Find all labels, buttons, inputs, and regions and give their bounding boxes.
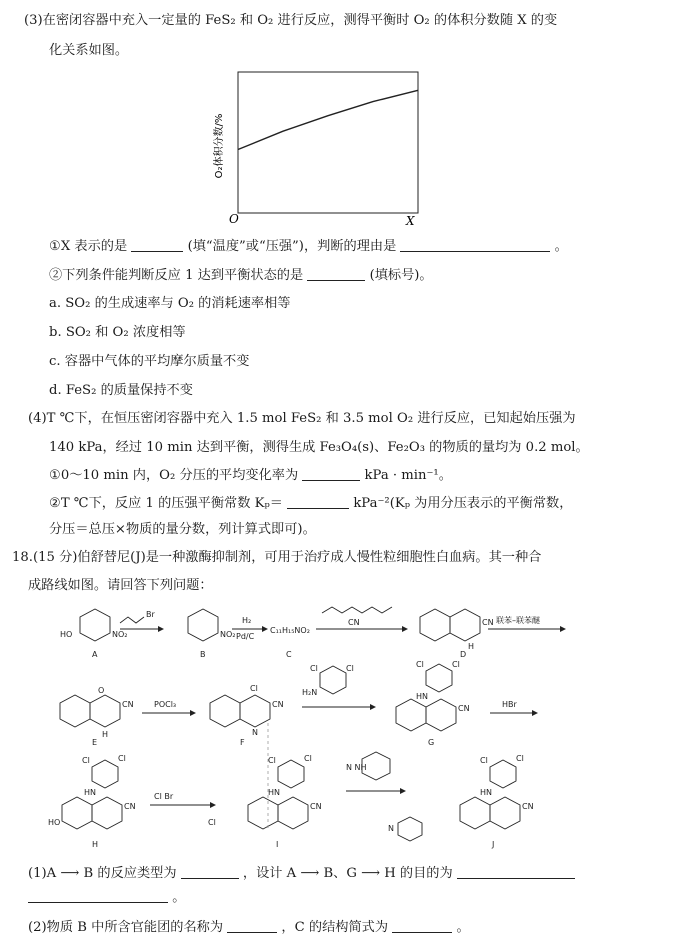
chart-xlabel: X (406, 214, 415, 228)
label-e: E (92, 738, 98, 747)
q18-sub1-cont (28, 888, 185, 907)
atom-ho-a: HO (60, 630, 73, 639)
atom-cn-i: CN (310, 802, 322, 811)
atom-cl-h2: Cl (118, 754, 126, 763)
ring-d2 (450, 609, 480, 641)
atom-no2-a: NO₂ (112, 630, 128, 639)
ring-g3 (426, 664, 452, 692)
q3-option-b: b. SO₂ 和 O₂ 浓度相等 (49, 325, 186, 340)
o2-fraction-chart (210, 66, 435, 231)
atom-ho-h: HO (48, 818, 61, 827)
q3-sub1-text-b: (填“温度”或“压强”)，判断的理由是 (187, 239, 397, 254)
chart-series-line (238, 90, 418, 149)
ring-f2 (240, 695, 270, 727)
ring-i2 (278, 797, 308, 829)
q3-line2: 化关系如图。 (49, 43, 129, 58)
q18-sub2-text-b: ，C 的结构简式为 (281, 920, 389, 935)
arrowhead-ef (190, 710, 196, 716)
q18-line2: 成路线如图。请回答下列问题： (28, 578, 213, 593)
atom-n-f: N (252, 728, 258, 737)
reagent-hi: Cl Br (154, 792, 174, 801)
reagent-bc-bottom: Pd/C (236, 632, 255, 641)
ring-j3 (490, 760, 516, 788)
q18-sub1-text-a: (1)A ⟶ B 的反应类型为 (28, 866, 177, 881)
arrowhead-gh (532, 710, 538, 716)
answer-blank[interactable] (28, 888, 168, 903)
ring-g2 (426, 699, 456, 731)
q3-sub2-text-b: (填标号)。 (369, 268, 433, 283)
atom-cl-fg2: Cl (346, 664, 354, 673)
ring-b (188, 609, 218, 641)
arrowhead-cd (402, 626, 408, 632)
label-g: G (428, 738, 435, 747)
atom-cn-d: CN (482, 618, 494, 627)
answer-blank[interactable] (400, 237, 550, 252)
ring-h1 (62, 797, 92, 829)
q4-sub1 (49, 466, 452, 485)
q18-sub1-text-b: ，设计 A ⟶ B、G ⟶ H 的目的为 (242, 866, 453, 881)
label-f: F (240, 738, 245, 747)
answer-blank[interactable] (227, 918, 277, 933)
atom-cl-j2: Cl (516, 754, 524, 763)
reagent-ab: Br (146, 610, 155, 619)
label-i: I (276, 840, 279, 849)
atom-cl-g2: Cl (452, 660, 460, 669)
reagent-ef: POCl₃ (154, 700, 177, 709)
q3-sub2 (49, 266, 433, 285)
q18-sub1 (28, 864, 575, 883)
q4-sub2-text-a: ②T ℃下，反应 1 的压强平衡常数 Kₚ＝ (49, 496, 283, 511)
q4-sub2-text-b: kPa⁻²(Kₚ 为用分压表示的平衡常数， (353, 496, 573, 511)
answer-blank[interactable] (287, 494, 349, 509)
atom-cl-h1: Cl (82, 756, 90, 765)
atom-h-d: H (468, 642, 475, 651)
ring-j2 (490, 797, 520, 829)
atom-cl-j1: Cl (480, 756, 488, 765)
q3-option-c: c. 容器中气体的平均摩尔质量不变 (49, 354, 250, 369)
atom-cn-f: CN (272, 700, 284, 709)
q18-sub1-end: 。 (172, 890, 186, 905)
chart-ylabel: O₂体积分数/% (214, 113, 225, 179)
answer-blank[interactable] (392, 918, 452, 933)
q3-sub1-text-a: ①X 表示的是 (49, 239, 128, 254)
ring-e2 (90, 695, 120, 727)
q3-option-a: a. SO₂ 的生成速率与 O₂ 的消耗速率相等 (49, 296, 291, 311)
q3-sub2-text-a: ②下列条件能判断反应 1 达到平衡状态的是 (49, 268, 304, 283)
reagent-de: 联苯–联苯醚 (496, 616, 540, 625)
label-c: C (286, 650, 292, 659)
label-a: A (92, 650, 98, 659)
ring-fg-reagent (320, 666, 346, 694)
atom-cl-f: Cl (250, 684, 258, 693)
atom-no2-b: NO₂ (220, 630, 236, 639)
chart-origin-label: O (229, 212, 239, 226)
label-j: J (492, 840, 495, 849)
q4-sub1-text-a: ①0～10 min 内，O₂ 分压的平均变化率为 (49, 468, 299, 483)
answer-blank[interactable] (457, 864, 575, 879)
answer-blank[interactable] (181, 864, 239, 879)
ring-h3 (92, 760, 118, 788)
ring-i1 (248, 797, 278, 829)
answer-blank[interactable] (131, 237, 183, 252)
arrowhead-de (560, 626, 566, 632)
reagent-gh: HBr (502, 700, 517, 709)
reagent-cd-structure (322, 607, 392, 613)
ring-j1 (460, 797, 490, 829)
q18-sub2 (28, 918, 470, 937)
ring-i3 (278, 760, 304, 788)
reagent-ab-structure (120, 617, 144, 623)
q4-line1: (4)T ℃下，在恒压密闭容器中充入 1.5 mol FeS₂ 和 3.5 mol O₂ 进行反应，已知起始压强为 (28, 411, 576, 426)
atom-cn-j: CN (522, 802, 534, 811)
answer-blank[interactable] (307, 266, 365, 281)
atom-cl-g1: Cl (416, 660, 424, 669)
q4-sub2 (49, 494, 572, 513)
label-b: B (200, 650, 206, 659)
ring-g1 (396, 699, 426, 731)
reagent-fg: H₂N (302, 688, 318, 697)
reagent-ij: N NH (346, 763, 367, 772)
ring-f1 (210, 695, 240, 727)
ring-h2 (92, 797, 122, 829)
reagent-bc-top: H₂ (242, 616, 252, 625)
arrowhead-bc (262, 626, 268, 632)
atom-nh-j: HN (480, 788, 492, 797)
q18-line1: 18.(15 分)伯舒替尼(J)是一种激酶抑制剂，可用于治疗成人慢性粒细胞性白血病。其一种合 (12, 550, 542, 565)
q18-sub2-end: 。 (456, 920, 470, 935)
ring-j-piperazine (398, 817, 422, 841)
q4-sub1-text-b: kPa · min⁻¹。 (364, 468, 452, 483)
chart-frame (238, 72, 418, 213)
arrowhead-hi (210, 802, 216, 808)
ring-a (80, 609, 110, 641)
q3-sub1 (49, 237, 568, 256)
q3-sub1-end: 。 (554, 239, 568, 254)
label-d: D (460, 650, 467, 659)
arrowhead-ij (400, 788, 406, 794)
atom-o-e: O (98, 686, 105, 695)
ring-d1 (420, 609, 450, 641)
arrowhead-fg (370, 704, 376, 710)
q4-line2: 140 kPa，经过 10 min 达到平衡，测得生成 Fe₃O₄(s)、Fe₂O₃ 的物质的量均为 0.2 mol。 (49, 440, 589, 455)
synthesis-scheme (40, 595, 640, 855)
atom-cl-i0: Cl (208, 818, 216, 827)
atom-nh-g: HN (416, 692, 428, 701)
formula-c: C₁₁H₁₅NO₂ (270, 626, 310, 635)
label-h: H (92, 840, 99, 849)
q4-line-last: 分压＝总压×物质的量分数，列计算式即可)。 (49, 522, 316, 537)
q3-option-d: d. FeS₂ 的质量保持不变 (49, 383, 193, 398)
atom-nh-h: HN (84, 788, 96, 797)
ring-e1 (60, 695, 90, 727)
answer-blank[interactable] (302, 466, 360, 481)
atom-cl-fg1: Cl (310, 664, 318, 673)
atom-cn-e: CN (122, 700, 134, 709)
atom-nh-i: HN (268, 788, 280, 797)
atom-cn-g: CN (458, 704, 470, 713)
arrowhead-ab (158, 626, 164, 632)
atom-n-j: N (388, 824, 394, 833)
reagent-cd: CN (348, 618, 360, 627)
atom-cl-i2: Cl (304, 754, 312, 763)
q18-sub2-text-a: (2)物质 B 中所含官能团的名称为 (28, 920, 224, 935)
atom-cn-h: CN (124, 802, 136, 811)
q3-line1: (3)在密闭容器中充入一定量的 FeS₂ 和 O₂ 进行反应，测得平衡时 O₂ 的体积分数随 X 的变 (24, 13, 558, 28)
atom-h-e: H (102, 730, 109, 739)
atom-cl-i1: Cl (268, 756, 276, 765)
